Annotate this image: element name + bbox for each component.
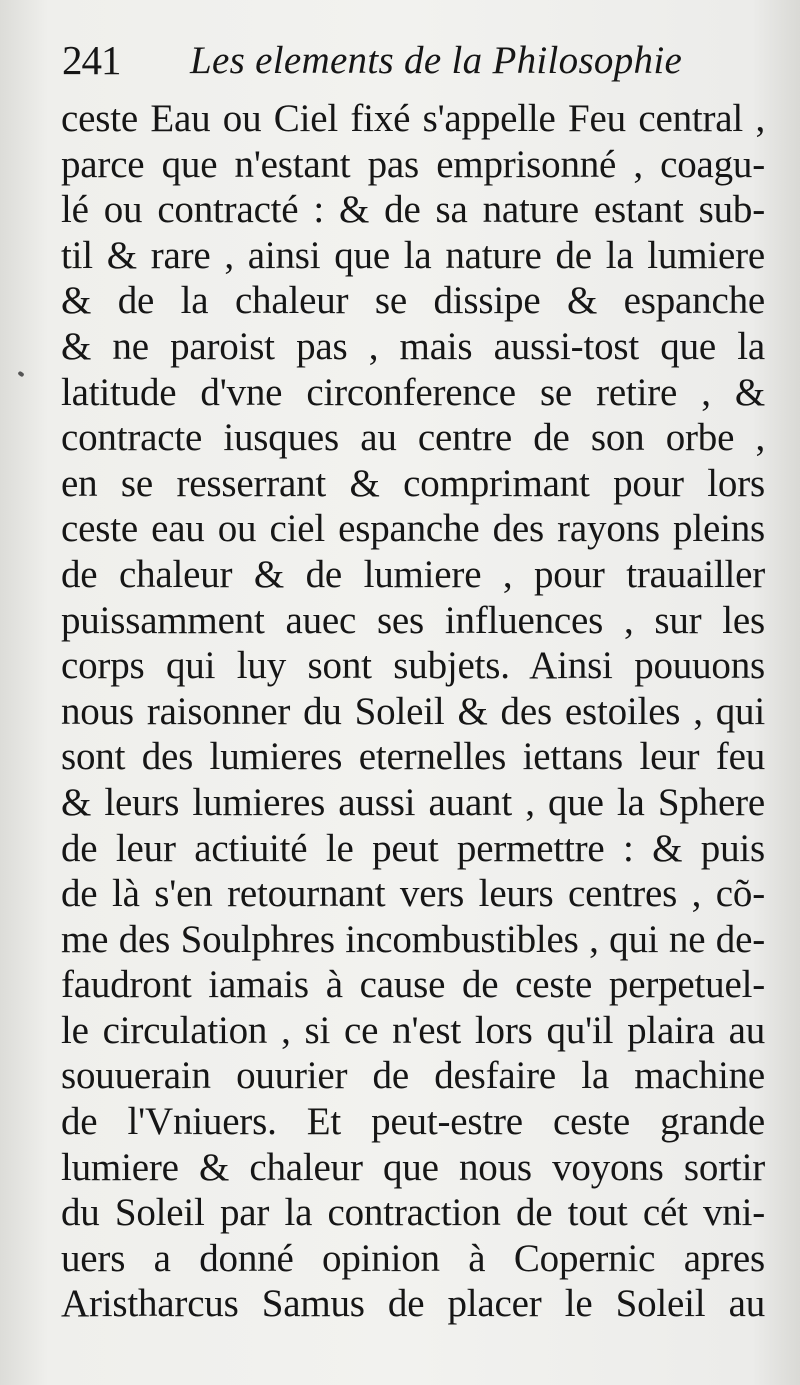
text-line: le circulation , si ce n'est lors qu'il plaira au	[61, 1008, 765, 1052]
text-line: & leurs lumieres aussi auant , que la Sphere	[61, 780, 765, 824]
text-line: de l'Vniuers. Et peut-estre ceste grande	[61, 1100, 765, 1144]
text-line: til & rare , ainsi que la nature de la lumiere	[61, 233, 765, 277]
text-line: souuerain ouurier de desfaire la machine	[61, 1054, 765, 1098]
text-line: en se resserrant & comprimant pour lors	[61, 461, 765, 505]
text-line: & de la chaleur se dissipe & espanche	[61, 279, 765, 323]
text-line: puissamment auec ses influences , sur les	[61, 598, 765, 642]
text-line: faudront iamais à cause de ceste perpetuel-	[61, 963, 765, 1007]
text-line: uers a donné opinion à Copernic apres	[61, 1236, 765, 1280]
page-number: 241	[62, 37, 121, 83]
text-line: de leur actiuité le peut permettre : & puis	[61, 826, 765, 870]
margin-mark	[17, 371, 24, 378]
text-line: nous raisonner du Soleil & des estoiles , qui	[61, 689, 765, 733]
text-line: latitude d'vne circonference se retire , &	[61, 370, 765, 414]
text-line: & ne paroist pas , mais aussi-tost que la	[61, 324, 765, 368]
running-head: Les elements de la Philosophie	[190, 39, 683, 82]
text-line: parce que n'estant pas emprisonné , coagu-	[61, 142, 765, 186]
text-line: de chaleur & de lumiere , pour trauailler	[61, 552, 765, 596]
text-line: ceste eau ou ciel espanche des rayons pleins	[61, 507, 765, 551]
text-line: du Soleil par la contraction de tout cét vni-	[61, 1191, 765, 1235]
text-line: corps qui luy sont subjets. Ainsi pouuons	[61, 644, 765, 688]
text-line: contracte iusques au centre de son orbe ,	[61, 416, 765, 460]
text-line: lé ou contracté : & de sa nature estant sub-	[61, 188, 765, 232]
text-line: sont des lumieres eternelles iettans leur feu	[61, 735, 765, 779]
text-line: me des Soulphres incombustibles , qui ne de-	[61, 917, 765, 961]
body-text	[61, 96, 765, 1327]
text-line: lumiere & chaleur que nous voyons sortir	[61, 1145, 765, 1189]
text-line: Aristharcus Samus de placer le Soleil au	[61, 1282, 765, 1326]
page-header	[62, 30, 762, 90]
text-line: ceste Eau ou Ciel fixé s'appelle Feu central ,	[61, 97, 765, 140]
text-line: de là s'en retournant vers leurs centres , cõ-	[61, 872, 765, 916]
